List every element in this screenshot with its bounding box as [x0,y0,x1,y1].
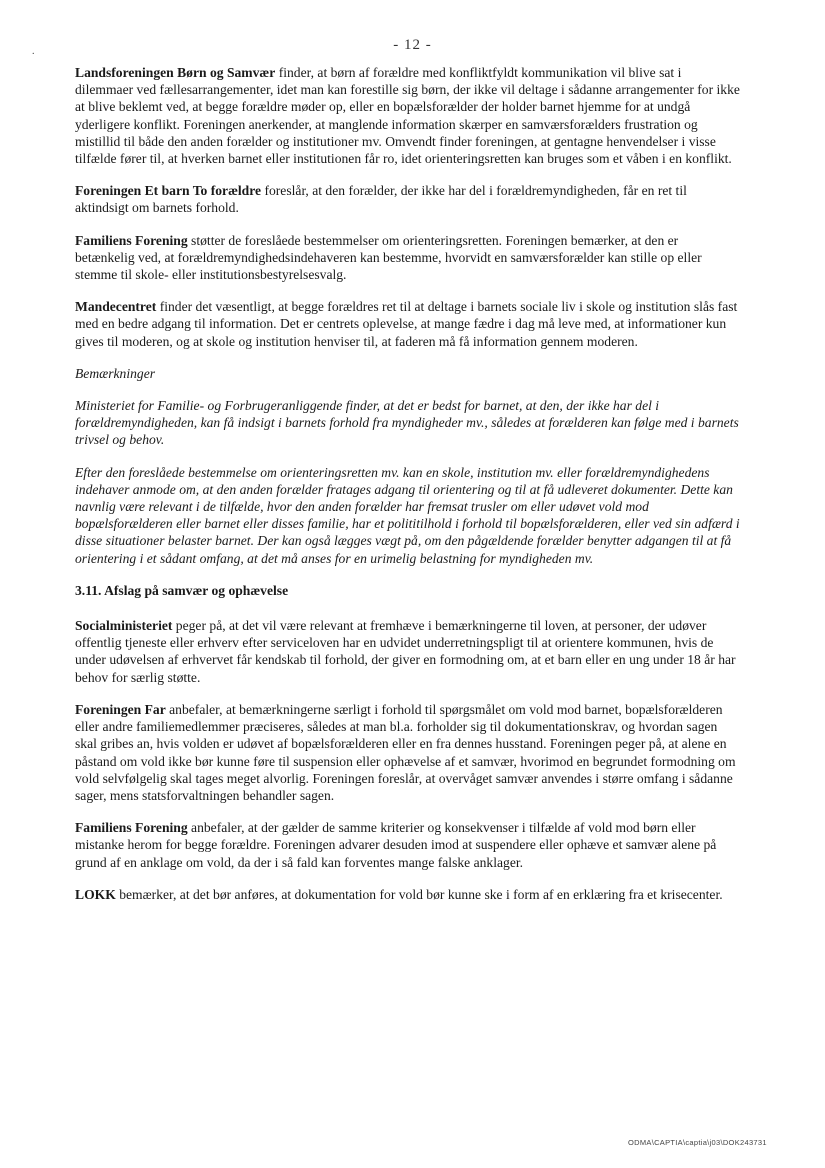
section-heading: 3.11. Afslag på samvær og ophævelse [75,582,289,598]
remark-paragraph: Efter den foreslåede bestemmelse om orienteringsretten mv. kan en skole, institution mv. eller forældremyndighedens indehaver anmode om, at den anden forælder fratages adgang til orientering og til at få udleveret dokumenter. Dette kan navnlig være relevant i de tilfælde, hvor den anden forælder har fremsat trusler om eller udøvet vold mod bopælsforælderen eller barnet eller disses familie, har et polititilhold i forhold til bopælsforælderen, eller ved sin adfærd i disse situationer belaster barnet. Der kan også lægges vægt på, om den pågældende forælder benytter adgangen til at få orientering i et sådant omfang, at det må anses for en urimelig belastning for myndigheden mv. [75,464,740,566]
paragraph-text: anbefaler, at der gælder de samme kriterier og konsekvenser i tilfælde af vold mod børn eller mistanke herom for begge forældre. Foreningen advarer desuden imod at suspendere eller ophæve et samvær alene på grund af en anklage om vold, da der i så fald kan forventes mange falske anklager. [75,820,717,870]
paragraph-mandecentret [75,298,740,350]
paragraph-familiens-forening [75,232,740,284]
document-body [75,64,740,918]
paragraph-landsforeningen [75,64,740,167]
paragraph-et-barn-to-foraeldre [75,182,740,216]
paragraph-foreningen-far [75,701,740,804]
paragraph-text: støtter de foreslåede bestemmelser om orienteringsretten. Foreningen bemærker, at den er betænkelig ved, at forældremyndighedsindehaveren kan bestemme, hvorvidt en samværsforælder kan stille op eller stemme til skole- eller institutionsbestyrelsesvalg. [75,232,702,283]
organization-name: Mandecentret [75,299,157,315]
paragraph-socialministeriet [75,617,740,686]
page-number: - 12 - [393,37,432,53]
stray-mark: . [32,46,35,57]
paragraph-text: finder, at børn af forældre med konfliktfyldt kommunikation vil blive sat i dilemmaer ved fællesarrangementer, idet man kan forestille sig børn, der ikke vil deltage i sådanne arrangementer for ikke at blive beklemt ved, at begge forældre møder op, eller en bopælsforælder der holder barnet hjemme for at undgå yderligere konflikt. Foreningen anerkender, at manglende information skærper en samværsforælders frustration og mistillid til både den anden forælder og institutioner mv. Omvendt finder foreningen, at gentagne henvendelser i visse tilfælde fører til, at hverken barnet eller institutionen får ro, idet orienteringsretten kan bruges som et våben i en konflikt. [75,65,740,167]
organization-name: Landsforeningen Børn og Samvær [75,65,276,80]
paragraph-text: anbefaler, at bemærkningerne særligt i forhold til spørgsmålet om vold mod barnet, bopælsforælderen eller andre familiemedlemmer præciseres, således at man bl.a. forholder sig til dokumentationskrav, og hvordan sagen skal gribes an, hvis volden er udøvet af bopælsforælderen eller en fra dennes husstand. Foreningen peger på, at alene en påstand om vold ikke bør kunne føre til suspension eller ophævelse af et samvær, hvorimod en begrundet formodning om vold selvfølgelig skal tages meget alvorlig. Foreningen foreslår, at overvåget samvær anvendes i større omfang i sådanne sager, mens statsforvaltningen behandler sagen. [75,701,736,803]
paragraph-text: finder det væsentligt, at begge forældres ret til at deltage i barnets sociale liv i skole og institution slås fast med en bedre adgang til information. Det er centrets oplevelse, at mange fædre i dag må leve med, at informationer kun gives til moderen, og at skole og institution henviser til, at faderen må få information gennem moderen. [75,299,738,349]
organization-name: Foreningen Et barn To forældre [75,183,262,199]
paragraph-text: foreslår, at den forælder, der ikke har del i forældremyndigheden, får en ret til aktindsigt om barnets forhold. [75,183,687,216]
organization-name: Foreningen Far [75,701,166,717]
paragraph-text: bemærker, at det bør anføres, at dokumentation for vold bør kunne ske i form af en erklæring fra et krisecenter. [115,886,723,902]
paragraph-text: peger på, at det vil være relevant at fremhæve i bemærkningerne til loven, at personer, der udøver offentlig tjeneste eller erhverv efter serviceloven har en udvidet underretningspligt til at orientere kommunen, hvis de under udøvelsen af erhvervet får kendskab til forhold, der giver en formodning om, at et barn eller en ung under 18 år har behov for særlig støtte. [75,618,736,685]
paragraph-lokk [75,886,740,903]
paragraph-familiens-forening-2 [75,819,740,871]
remarks-heading: Bemærkninger [75,365,156,381]
remark-paragraph: Ministeriet for Familie- og Forbrugeranliggende finder, at det er bedst for barnet, at den, der ikke har del i forældremyndigheden, kan få indsigt i barnets forhold fra myndigheder mv., således at forælderen kan følge med i barnets trivsel og behov. [75,398,739,448]
organization-name: Familiens Forening [75,820,188,836]
organization-name: LOKK [75,886,116,902]
organization-name: Familiens Forening [75,232,188,248]
document-reference: ODMA\CAPTIA\captia\j03\DOK243731 [628,1138,767,1147]
organization-name: Socialministeriet [75,618,173,634]
